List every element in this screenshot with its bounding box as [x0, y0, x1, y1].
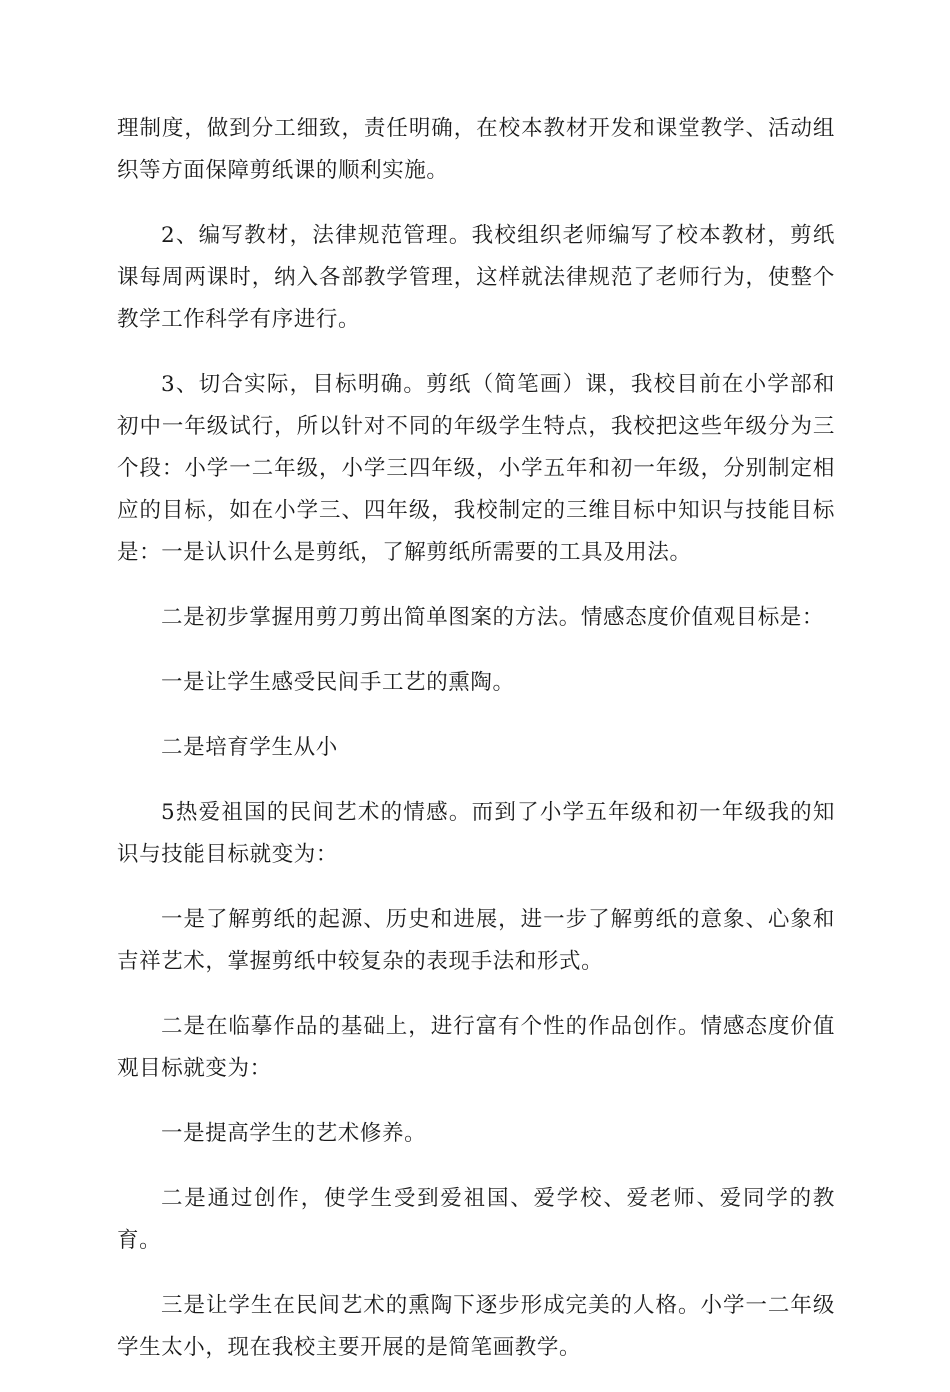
paragraph-10: 一是提高学生的艺术修养。 [161, 1121, 427, 1146]
paragraph-8: 一是了解剪纸的起源、历史和进展，进一步了解剪纸的意象、心象和吉祥艺术，掌握剪纸中较复杂的表现手法和形式。 [117, 907, 835, 974]
paragraph-6: 二是培育学生从小 [161, 735, 338, 760]
paragraph-5: 一是让学生感受民间手工艺的熏陶。 [161, 670, 515, 695]
paragraph-7: 5热爱祖国的民间艺术的情感。而到了小学五年级和初一年级我的知识与技能目标就变为： [117, 800, 835, 867]
paragraph-2: 2、编写教材，法律规范管理。我校组织老师编写了校本教材，剪纸课每周两课时，纳入各部教学管理，这样就法律规范了老师行为，使整个教学工作科学有序进行。 [117, 223, 835, 332]
document-body [117, 108, 835, 1392]
paragraph-12: 三是让学生在民间艺术的熏陶下逐步形成完美的人格。小学一二年级学生太小，现在我校主要开展的是简笔画教学。 [117, 1293, 835, 1360]
paragraph-11: 二是通过创作，使学生受到爱祖国、爱学校、爱老师、爱同学的教育。 [117, 1186, 835, 1253]
paragraph-1: 理制度，做到分工细致，责任明确，在校本教材开发和课堂教学、活动组织等方面保障剪纸课的顺利实施。 [117, 116, 835, 183]
paragraph-9: 二是在临摹作品的基础上，进行富有个性的作品创作。情感态度价值观目标就变为： [117, 1014, 835, 1081]
paragraph-4: 二是初步掌握用剪刀剪出简单图案的方法。情感态度价值观目标是： [161, 605, 825, 630]
paragraph-3: 3、切合实际，目标明确。剪纸（简笔画）课，我校目前在小学部和初中一年级试行，所以针对不同的年级学生特点，我校把这些年级分为三个段：小学一二年级，小学三四年级，小学五年和初一年级，分别制定相应的目标，如在小学三、四年级，我校制定的三维目标中知识与技能目标是：一是认识什么是剪纸，了解剪纸所需要的工具及用法。 [117, 372, 835, 565]
